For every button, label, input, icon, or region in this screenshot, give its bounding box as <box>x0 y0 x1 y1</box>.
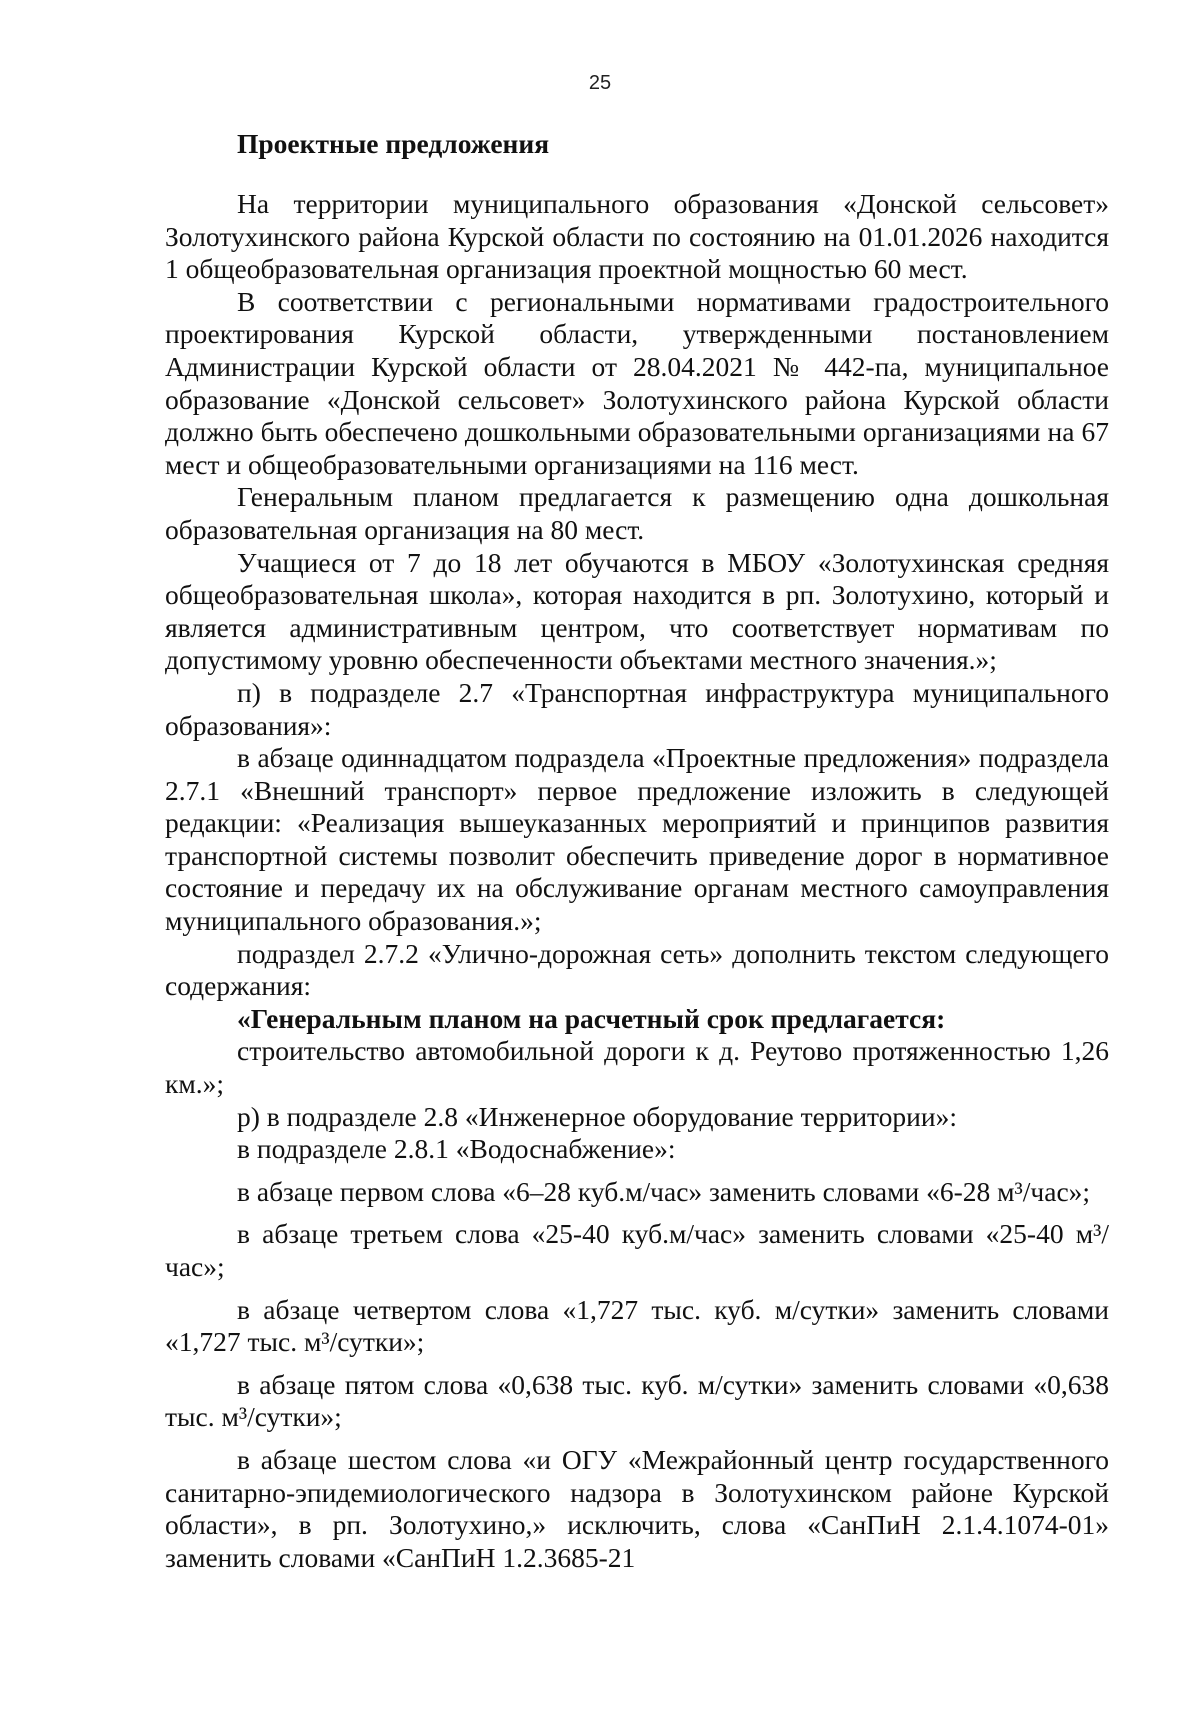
paragraph: Учащиеся от 7 до 18 лет обучаются в МБОУ «Золотухинская средняя общеобразовательная школа», которая находится в рп. Золотухино, который и является административным центром, что соответствует нормативам по допустимому уровню обеспеченности объектами местного значения.»; <box>165 546 1109 676</box>
paragraph: в абзаце пятом слова «0,638 тыс. куб. м/сутки» заменить словами «0,638 тыс. м³/сутки»; <box>165 1368 1109 1433</box>
paragraph: подраздел 2.7.2 «Улично-дорожная сеть» дополнить текстом следующего содержания: <box>165 937 1109 1002</box>
paragraph: р) в подразделе 2.8 «Инженерное оборудование территории»: <box>237 1100 958 1132</box>
paragraph: строительство автомобильной дороги к д. Реутово протяженностью 1,26 км.»; <box>165 1035 1109 1100</box>
paragraph: п) в подразделе 2.7 «Транспортная инфраструктура муниципального образования»: <box>165 676 1109 741</box>
paragraph: В соответствии с региональными нормативами градостроительного проектирования Курской области, утвержденными постановлением Администрации Курской области от 28.04.2021 № 442-па, муниципальное образование «Донской сельсовет» Золотухинского района Курской области должно быть обеспечено дошкольными образовательными организациями на 67 мест и общеобразовательными организациями на 116 мест. <box>165 285 1109 480</box>
paragraph: На территории муниципального образования «Донской сельсовет» Золотухинского района Курской области по состоянию на 01.01.2026 находится 1 общеобразовательная организация проектной мощностью 60 мест. <box>165 188 1109 285</box>
paragraph: в абзаце третьем слова «25-40 куб.м/час» заменить словами «25-40 м³/час»; <box>165 1218 1109 1282</box>
paragraph: Генеральным планом предлагается к размещению одна дошкольная образовательная организация на 80 мест. <box>165 481 1109 545</box>
paragraph: в абзаце шестом слова «и ОГУ «Межрайонный центр государственного санитарно-эпидемиологического надзора в Золотухинском районе Курской области», в рп. Золотухино,» исключить, слова «СанПиН 2.1.4.1074-01» заменить словами «СанПиН 1.2.3685-21 <box>165 1443 1109 1573</box>
paragraph: в абзаце четвертом слова «1,727 тыс. куб. м/сутки» заменить словами «1,727 тыс. м³/сутки»; <box>165 1293 1109 1358</box>
section-heading: Проектные предложения <box>237 128 550 159</box>
paragraph: в подразделе 2.8.1 «Водоснабжение»: <box>237 1133 676 1165</box>
bold-paragraph: «Генеральным планом на расчетный срок предлагается: <box>237 1002 946 1034</box>
paragraph: в абзаце первом слова «6–28 куб.м/час» заменить словами «6-28 м³/час»; <box>237 1175 1091 1207</box>
page-number: 25 <box>588 72 612 94</box>
document-body <box>165 188 1109 1574</box>
paragraph: в абзаце одиннадцатом подраздела «Проектные предложения» подраздела 2.7.1 «Внешний транспорт» первое предложение изложить в следующей редакции: «Реализация вышеуказанных мероприятий и принципов развития транспортной системы позволит обеспечить приведение дорог в нормативное состояние и передачу их на обслуживание органам местного самоуправления муниципального образования.»; <box>165 742 1109 937</box>
